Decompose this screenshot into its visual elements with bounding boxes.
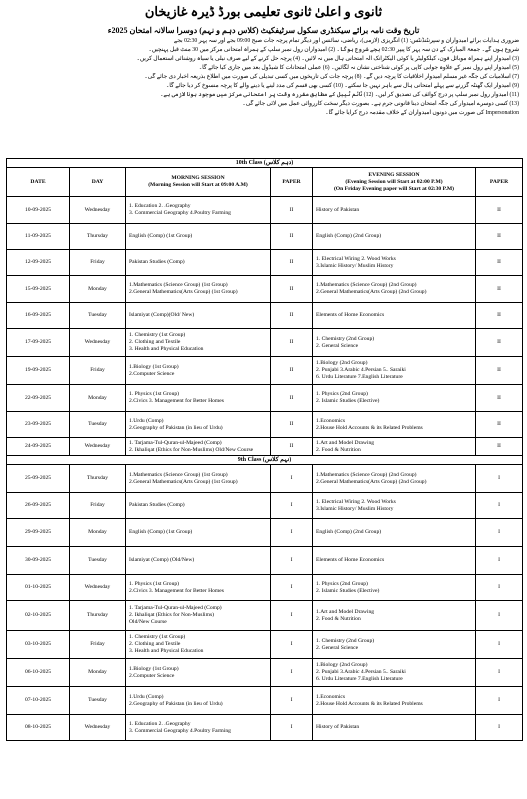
evening-paper-cell (313, 631, 476, 659)
paper-number-cell: I (271, 575, 313, 601)
day-cell: Wednesday (70, 715, 126, 741)
instructions-block (8, 37, 519, 118)
subject-line: 2. Punjabi 3.Arabic 4.Persian 5.. Saraiki (316, 367, 406, 373)
class9-divider (7, 456, 523, 465)
paper-number-cell: II (271, 412, 313, 438)
paper-number-cell: II (476, 412, 523, 438)
date-cell: 10-09-2025 (7, 197, 70, 224)
subject-line: 1.Mathematics (Science Group) (2nd Group) (316, 282, 417, 288)
paper-number-cell: I (476, 519, 523, 547)
evening-paper-cell (313, 519, 476, 547)
table-row (7, 715, 523, 741)
evening-paper-cell (313, 197, 476, 224)
table-row (7, 465, 523, 493)
subject-line: English (Comp) (2nd Group) (316, 233, 382, 239)
evening-paper-cell (313, 385, 476, 412)
day-cell: Tuesday (70, 687, 126, 715)
paper-number-cell: II (476, 385, 523, 412)
subject-line: History of Pakistan (316, 206, 360, 213)
date-cell: 06-10-2025 (7, 659, 70, 687)
morning-start-time: (Morning Session will Start at 09:00 A.M) (148, 182, 248, 188)
paper-number-cell: II (271, 197, 313, 224)
evening-paper-cell (313, 250, 476, 276)
day-cell: Wednesday (70, 438, 126, 456)
table-row (7, 687, 523, 715)
subject-line: 1.Biology (1st Group) (129, 665, 179, 672)
day-cell: Monday (70, 276, 126, 303)
evening-paper-cell (313, 412, 476, 438)
table-row (7, 303, 523, 329)
table-row (7, 659, 523, 687)
morning-paper-cell (126, 438, 271, 456)
paper-number-cell: II (476, 250, 523, 276)
morning-paper-cell (126, 329, 271, 357)
subject-line: 6. Urdu Literature 7.English Literature (316, 374, 403, 380)
paper-number-cell: I (476, 631, 523, 659)
subject-line: Old/New Course (129, 619, 167, 625)
morning-paper-cell (126, 465, 271, 493)
subject-line: 1. Tarjama-Tul-Quran-ul-Majeed (Comp) (129, 605, 222, 611)
instruction-line: شروع ہوں گے۔ جمعۃ المبارک کے دن سہ پہر کا پیپر 02:30 بجے شروع ہوگا۔ (2) امیدواران رول نمبر سلپ کے ہمراہ امتحانی مرکز میں 30 منٹ قبل پہنچیں۔ (148, 47, 519, 53)
paper-number-cell: I (271, 547, 313, 575)
day-cell: Wednesday (70, 575, 126, 601)
paper-number-cell: I (476, 493, 523, 519)
evening-title: EVENING SESSION (368, 171, 420, 178)
subject-line: 6. Urdu Literature 7.English Literature (316, 676, 403, 682)
instruction-line: (9) امیدوار ایک گھنٹہ گزرنے سے پہلے امتحانی ہال سے باہر نہیں جا سکتے۔ (10) کسی بھی قسم کی مدد لینے یا دینے والے کا پرچہ منسوخ کر دیا جائے گا۔ (165, 83, 519, 89)
paper-number-cell: I (476, 547, 523, 575)
paper-number-cell: I (476, 687, 523, 715)
evening-paper-cell (313, 357, 476, 385)
evening-paper-cell (313, 601, 476, 631)
paper-number-cell: II (271, 438, 313, 456)
table-row (7, 519, 523, 547)
paper-number-cell: I (476, 659, 523, 687)
date-cell: 15-09-2025 (7, 276, 70, 303)
paper-number-cell: II (476, 329, 523, 357)
subject-line: 2.General Mathematics(Arts Group) (1st Group) (129, 478, 238, 485)
evening-paper-cell (313, 493, 476, 519)
subject-line: 1.Biology (1st Group) (129, 363, 179, 370)
morning-paper-cell (126, 385, 271, 412)
subject-line: History of Pakistan (316, 724, 360, 730)
class10-header-row (7, 159, 523, 168)
day-cell: Friday (70, 250, 126, 276)
subject-line: 2. Ikhaliqat (Ethics for Non-Muslims) Old/New Course (129, 446, 254, 453)
paper-number-cell: I (271, 519, 313, 547)
subject-line: 2.General Mathematics(Arts Group) (2nd Group) (316, 289, 427, 295)
morning-paper-cell (126, 631, 271, 659)
subject-line: 2. Clothing and Textile (129, 339, 181, 345)
class10-label: 10th Class (دہم کلاس) (7, 159, 523, 168)
date-cell: 22-09-2025 (7, 385, 70, 412)
table-row (7, 250, 523, 276)
table-row (7, 438, 523, 456)
subject-line: 2.Computer Science (129, 672, 175, 679)
subject-line: Islamiyat (Comp)(Old/ New) (129, 312, 195, 318)
subject-line: 1.Economics (316, 417, 346, 424)
date-cell: 01-10-2025 (7, 575, 70, 601)
morning-paper-cell (126, 715, 271, 741)
date-cell: 11-09-2025 (7, 224, 70, 250)
subject-line: 3.Islamic History/ Muslim History (316, 262, 394, 269)
paper-number-cell: I (271, 465, 313, 493)
evening-paper-cell (313, 224, 476, 250)
table-row (7, 575, 523, 601)
date-cell: 24-09-2025 (7, 438, 70, 456)
instruction-line: Impersonation کی صورت میں دونوں امیدواران کے خلاف مقدمہ درج کرایا جائے گا۔ (325, 110, 519, 116)
paper-number-cell: II (271, 329, 313, 357)
evening-paper-cell (313, 329, 476, 357)
morning-paper-cell (126, 276, 271, 303)
paper-number-cell: I (476, 465, 523, 493)
day-cell: Friday (70, 357, 126, 385)
subject-line: 1.Art and Model Drawing (316, 439, 375, 446)
board-title: ثانوی و اعلیٰ ثانوی تعلیمی بورڈ ڈیرہ غازیخان (144, 4, 383, 19)
table-row (7, 385, 523, 412)
morning-title: MORNING SESSION (171, 175, 225, 181)
day-cell: Friday (70, 631, 126, 659)
evening-paper-cell (313, 303, 476, 329)
paper-number-cell: II (476, 303, 523, 329)
date-cell: 29-09-2025 (7, 519, 70, 547)
subject-line: English (Comp) (2nd Group) (316, 529, 382, 535)
subject-line: 2.House Hold Accounts & its Related Problems (316, 700, 423, 707)
day-header: DAY (70, 168, 126, 197)
subject-line: 3. Health and Physical Education (129, 346, 204, 352)
subject-line: Pakistan Studies (Comp) (129, 259, 185, 265)
day-cell: Wednesday (70, 329, 126, 357)
subject-line: 2. Food & Nutrition (316, 446, 361, 453)
subject-line: Elements of Home Economics (316, 312, 385, 318)
subject-line: 2. Punjabi 3.Arabic 4.Persian 5.. Saraiki (316, 669, 406, 675)
subject-line: 2.General Mathematics(Arts Group) (2nd Group) (316, 478, 427, 485)
subject-line: 2.General Mathematics(Arts Group) (1st Group) (129, 289, 238, 295)
paper-header: PAPER (476, 168, 523, 197)
paper-number-cell: II (271, 303, 313, 329)
paper-number-cell: II (271, 385, 313, 412)
morning-paper-cell (126, 687, 271, 715)
evening-paper-cell (313, 276, 476, 303)
table-row (7, 276, 523, 303)
subject-line: 1. Tarjama-Tul-Quran-ul-Majeed (Comp) (129, 439, 222, 446)
subject-line: 2. Islamic Studies (Elective) (316, 587, 380, 594)
paper-number-cell: II (271, 276, 313, 303)
evening-paper-cell (313, 547, 476, 575)
subject-line: 1.Economics (316, 693, 346, 700)
morning-paper-cell (126, 250, 271, 276)
table-row (7, 224, 523, 250)
subject-line: 2.Civics 3. Management for Better Homes (129, 587, 224, 594)
day-cell: Friday (70, 493, 126, 519)
subject-line: 2. Islamic Studies (Elective) (316, 398, 380, 404)
table-row (7, 197, 523, 224)
day-cell: Thursday (70, 224, 126, 250)
subject-line: 3. Commercial Geography 4.Poultry Farming (129, 727, 231, 734)
subject-line: 3. Commercial Geography 4.Poultry Farming (129, 210, 231, 216)
instruction-line: ضروری ہدایات برائے امیدواران و سپرنٹنڈنٹس: (1) انگریزی (لازمی)، ریاضی، سائنس اور دیگر تمام پرچہ جات صبح 09:00 بجے اور سہ پہر 02:30 بجے (173, 38, 519, 44)
paper-number-cell: I (271, 687, 313, 715)
table-row (7, 357, 523, 385)
paper-number-cell: I (476, 575, 523, 601)
subject-line: 1.Biology (2nd Group) (316, 360, 368, 366)
paper-number-cell: II (271, 357, 313, 385)
subject-line: 1. Chemistry (2nd Group) (316, 335, 375, 342)
subject-line: 1.Urdu (Comp) (129, 417, 164, 424)
day-cell: Thursday (70, 601, 126, 631)
morning-paper-cell (126, 493, 271, 519)
morning-paper-cell (126, 224, 271, 250)
paper-number-cell: I (271, 659, 313, 687)
evening-paper-cell (313, 438, 476, 456)
morning-paper-cell (126, 519, 271, 547)
paper-number-cell: II (476, 197, 523, 224)
paper-number-cell: II (271, 224, 313, 250)
date-cell: 16-09-2025 (7, 303, 70, 329)
date-cell: 03-10-2025 (7, 631, 70, 659)
instruction-line: (13) کسی دوسرے امیدوار کی جگہ امتحان دینا قانونی جرم ہے۔ بصورت دیگر سخت کارروائی عمل میں لائی جائے گی۔ (242, 101, 519, 107)
paper-number-cell: I (271, 601, 313, 631)
day-cell: Wednesday (70, 197, 126, 224)
date-cell: 02-10-2025 (7, 601, 70, 631)
day-cell: Tuesday (70, 303, 126, 329)
class10-rows (7, 197, 523, 456)
day-cell: Monday (70, 519, 126, 547)
date-header: DATE (7, 168, 70, 197)
paper-number-cell: II (271, 250, 313, 276)
subject-line: 1. Physics (2nd Group) (316, 580, 368, 587)
class9-label: 9th Class (نہم کلاس) (7, 456, 523, 465)
friday-start-time: (On Friday Evening paper will Start at 02:30 P.M) (333, 185, 455, 192)
subject-line: 1. Electrical Wiring 2. Wood Works (316, 498, 396, 505)
paper-number-cell: II (476, 276, 523, 303)
evening-paper-cell (313, 659, 476, 687)
subject-line: 2.Geography of Pakistan (in lieu of Urdu) (129, 700, 223, 707)
date-cell: 17-09-2025 (7, 329, 70, 357)
morning-paper-cell (126, 601, 271, 631)
subject-line: 1. Chemistry (1st Group) (129, 332, 186, 338)
date-cell: 19-09-2025 (7, 357, 70, 385)
subject-line: 1. Physics (1st Group) (129, 580, 180, 587)
subject-line: 2. Ikhaliqat (Ethics for Non-Muslims) (129, 612, 214, 618)
subject-line: 1.Mathematics (Science Group) (2nd Group) (316, 471, 417, 478)
evening-paper-cell (313, 687, 476, 715)
subject-line: 3. Health and Physical Education (129, 648, 204, 654)
evening-session-header (313, 168, 476, 197)
class9-rows (7, 465, 523, 741)
subject-line: 1. Electrical Wiring 2. Wood Works (316, 255, 396, 262)
subject-line: 2. Clothing and Textile (129, 641, 181, 647)
table-row (7, 412, 523, 438)
table-row (7, 329, 523, 357)
evening-paper-cell (313, 465, 476, 493)
paper-number-cell: II (476, 438, 523, 456)
paper-number-cell: I (271, 631, 313, 659)
subject-line: 2. General Science (316, 342, 359, 349)
subject-line: 1. Chemistry (1st Group) (129, 634, 186, 640)
day-cell: Monday (70, 659, 126, 687)
date-cell: 12-09-2025 (7, 250, 70, 276)
class9-header-row (7, 456, 523, 465)
date-cell: 08-10-2025 (7, 715, 70, 741)
morning-paper-cell (126, 303, 271, 329)
subject-line: Elements of Home Economics (316, 557, 385, 563)
table-row (7, 601, 523, 631)
subject-line: 2. Food & Nutrition (316, 615, 361, 622)
table-row (7, 631, 523, 659)
morning-session-header (126, 168, 271, 197)
instruction-line: (3) امیدوار اپنے ہمراہ موبائل فون، کیلکولیٹر یا کوئی الیکٹرانک آلہ امتحانی ہال میں نہ لائیں۔ (4) پرچہ حل کرنے کے لیے صرف نیلی یا سیاہ روشنائی استعمال کریں۔ (136, 56, 519, 62)
morning-paper-cell (126, 357, 271, 385)
date-cell: 30-09-2025 (7, 547, 70, 575)
datesheet-subtitle: تاریخ وقت نامہ برائے سیکنڈری سکول سرٹیفکیٹ (کلاس دہم و نہم) دوسرا سالانہ امتحان 2025ء (107, 26, 420, 35)
subject-line: 1. Education 2. .Geography (129, 720, 191, 727)
evening-start-time: (Evening Session will Start at 02:00 P.M) (345, 178, 443, 185)
evening-paper-cell (313, 575, 476, 601)
date-cell: 07-10-2025 (7, 687, 70, 715)
table-header (7, 168, 523, 197)
paper-number-cell: II (476, 357, 523, 385)
table-row (7, 493, 523, 519)
day-cell: Monday (70, 385, 126, 412)
instruction-line: (5) امیدوار اپنے رول نمبر کے علاوہ جوابی کاپی پر کوئی شناختی نشان نہ لگائیں۔ (6) عملی امتحانات کا شیڈول بعد میں جاری کیا جائے گا۔ (198, 65, 519, 71)
subject-line: 2.Computer Science (129, 370, 175, 377)
datesheet-table (6, 158, 523, 741)
subject-line: 1. Chemistry (2nd Group) (316, 637, 375, 644)
day-cell: Tuesday (70, 547, 126, 575)
morning-paper-cell (126, 575, 271, 601)
subject-line: 1.Biology (2nd Group) (316, 662, 368, 668)
subject-line: English (Comp) (1st Group) (129, 529, 193, 535)
paper-number-cell: I (476, 601, 523, 631)
subject-line: 1. Physics (2nd Group) (316, 391, 368, 397)
paper-number-cell: II (476, 224, 523, 250)
paper-number-cell: I (271, 493, 313, 519)
day-cell: Tuesday (70, 412, 126, 438)
evening-paper-cell (313, 715, 476, 741)
subject-line: 1.Mathematics (Science Group) (1st Group) (129, 282, 228, 288)
instruction-line: (11) امیدوار رول نمبر سلپ پر درج کوائف کی تصدیق کر لیں۔ (12) ٹائم ٹیبل کے مطابق مقررہ وقت پر امتحانی مرکز میں موجود ہونا لازمی ہے۔ (159, 92, 519, 98)
subject-line: 1.Art and Model Drawing (316, 608, 375, 615)
subject-line: 1.Urdu (Comp) (129, 693, 164, 700)
subject-line: 1. Physics (1st Group) (129, 391, 180, 397)
instruction-line: (7) اسلامیات کی جگہ غیر مسلم امیدوار اخلاقیات کا پرچہ دیں گے۔ (8) پرچہ جات کی تاریخوں میں کسی تبدیلی کی صورت میں اطلاع بذریعہ اخبار دی جائے گی۔ (144, 74, 519, 80)
morning-paper-cell (126, 547, 271, 575)
subject-line: 1.Mathematics (Science Group) (1st Group) (129, 471, 228, 478)
subject-line: 2. General Science (316, 644, 359, 651)
paper-number-cell: I (476, 715, 523, 741)
subject-line: 2.Geography of Pakistan (in lieu of Urdu) (129, 424, 223, 431)
date-cell: 25-09-2025 (7, 465, 70, 493)
subject-line: English (Comp) (1st Group) (129, 233, 193, 239)
day-cell: Thursday (70, 465, 126, 493)
paper-header: PAPER (271, 168, 313, 197)
morning-paper-cell (126, 197, 271, 224)
subject-line: 2.House Hold Accounts & its Related Problems (316, 424, 423, 431)
subject-line: 1. Education 2. .Geography (129, 203, 191, 209)
date-cell: 23-09-2025 (7, 412, 70, 438)
subject-line: Islamiyat (Comp) (Old/New) (129, 557, 195, 563)
subject-line: 2.Civics 3. Management for Better Homes (129, 398, 224, 404)
subject-line: 3.Islamic History/ Muslim History (316, 505, 394, 512)
date-cell: 26-09-2025 (7, 493, 70, 519)
morning-paper-cell (126, 659, 271, 687)
subject-line: Pakistan Studies (Comp) (129, 502, 185, 508)
paper-number-cell: I (271, 715, 313, 741)
table-row (7, 547, 523, 575)
morning-paper-cell (126, 412, 271, 438)
